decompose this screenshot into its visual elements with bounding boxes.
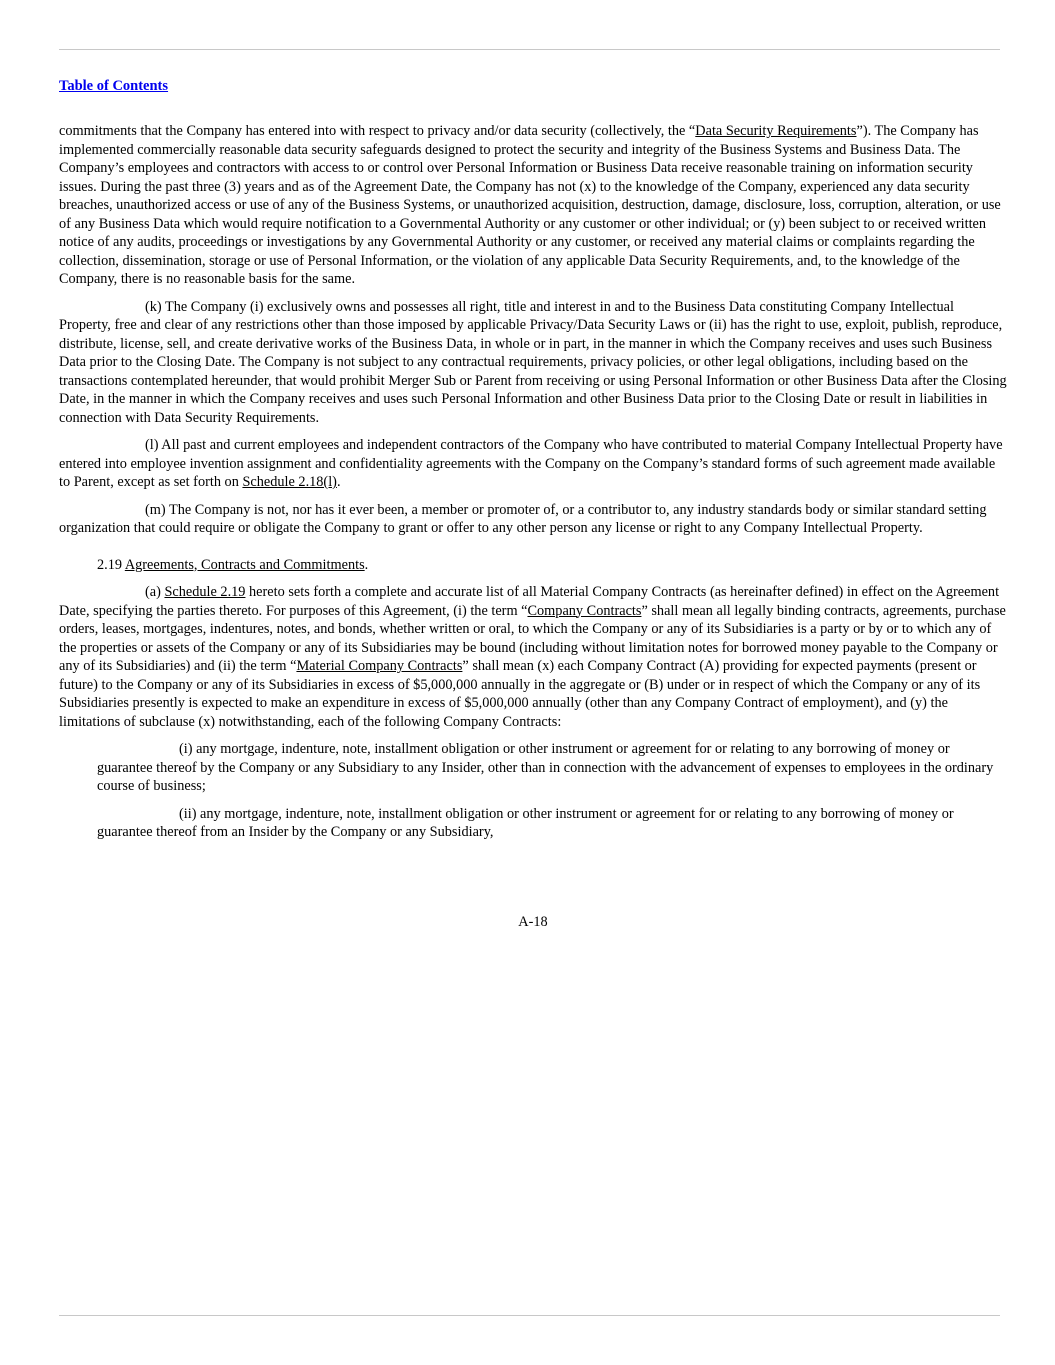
text: ” shall mean (x) each Company Contract (A) providing for expected payments (present or future) to the Company or any of its Subsidiaries in excess of $5,000,000 annually in the aggregate or (B) under or in respect of which the Company or any of its Subsidiaries presently is expected to make an expenditure in excess of $5,000,000 annually (other than any Company Contract of employment), and (y) the limitations of subclause (x) notwithstanding, each of the following Company Contracts:	[59, 658, 981, 730]
defined-term-material-company-contracts: Material Company Contracts	[296, 658, 463, 674]
section-period: .	[364, 556, 369, 573]
paragraph-k	[59, 298, 1007, 428]
section-heading-2-19	[59, 556, 1007, 575]
text: (l) All past and current employees and independent contractors of the Company who have contributed to material Company Intellectual Property have entered into employee invention assignment and confidentiality agreements with the Company on the Company’s standard forms of such agreement made available to Parent, except as set forth on	[59, 437, 1003, 490]
text: (i) any mortgage, indenture, note, installment obligation or other instrument or agreement for or relating to any borrowing of money or guarantee thereof by the Company or any Subsidiary to any Insider, other than in connection with the advancement of expenses to employees in the ordinary course of business;	[97, 741, 994, 794]
section-number: 2.19	[97, 556, 125, 573]
bottom-divider	[59, 1315, 1000, 1316]
text: (m) The Company is not, nor has it ever been, a member or promoter of, or a contributor to, any industry standards body or similar standard setting organization that could require or obligate the Company to grant or offer to any other person any license or right to any Company Intellectual Property.	[59, 501, 987, 536]
paragraph-m	[59, 501, 1007, 538]
text: (k) The Company (i) exclusively owns and possesses all right, title and interest in and to the Business Data constituting Company Intellectual Property, free and clear of any restrictions other than those imposed by applicable Privacy/Data Security Laws or (ii) has the right to use, exploit, publish, reproduce, distribute, license, sell, and create derivative works of the Business Data, in whole or in part, in the manner in which the Company receives and uses such Business Data prior to the Closing Date. The Company is not subject to any contractual requirements, privacy policies, or other legal obligations, including based on the transactions contemplated hereunder, that would prohibit Merger Sub or Parent from receiving or using Personal Information or other Business Data after the Closing Date, in the manner in which the Company receives and uses such Personal Information and other Business Data prior to the Closing Date or result in liabilities in connection with Data Security Requirements.	[59, 298, 1007, 426]
paragraph-i	[59, 740, 1007, 796]
section-title: Agreements, Contracts and Commitments	[124, 556, 365, 573]
text: hereto sets forth a complete and accurate list of all Material Company Contracts (as hereinafter defined) in effect on the Agreement Date, specifying the parties thereto. For purposes of this Agreement, (i) the term “	[59, 584, 1000, 619]
text: (a)	[145, 584, 165, 600]
text: ” shall mean all legally binding contracts, agreements, purchase orders, leases, mortgages, indentures, notes, and bonds, whether written or oral, to which the Company or any of its Subsidiaries is a party or by or to which any of the properties or assets of the Company or any of its Subsidiaries may be bound (including without limitation notes for borrowed money payable to the Company or any of its Subsidiaries) and (ii) the term “	[59, 602, 1006, 674]
paragraph-l	[59, 436, 1007, 492]
document-body	[59, 122, 1007, 851]
paragraph-a	[59, 583, 1007, 731]
table-of-contents-link[interactable]: Table of Contents	[59, 78, 169, 94]
page-number: A-18	[518, 914, 548, 930]
text: (ii) any mortgage, indenture, note, installment obligation or other instrument or agreement for or relating to any borrowing of money or guarantee thereof from an Insider by the Company or any Subsidiary,	[97, 805, 954, 840]
top-divider	[59, 49, 1000, 50]
schedule-2-19-reference: Schedule 2.19	[164, 584, 246, 600]
defined-term-company-contracts: Company Contracts	[527, 602, 642, 619]
text: .	[336, 474, 341, 490]
paragraph-ii	[59, 805, 1007, 842]
text: ”). The Company has implemented commercially reasonable data security safeguards designed to protect the security and integrity of the Business Systems and Business Data. The Company’s employees and contractors with access to or control over Personal Information or Business Data receive reasonable training on information security issues. During the past three (3) years and as of the Agreement Date, the Company has not (x) to the knowledge of the Company, experienced any data security breaches, unauthorized access or use of any of the Business Systems, or unauthorized acquisition, destruction, damage, disclosure, loss, corruption, alteration, or use of any Business Data which would require notification to a Governmental Authority or any customer or other individual; or (y) been subject to or received written notice of any audits, proceedings or investigations by any Governmental Authority or any customer, or received any material claims or complaints regarding the collection, dissemination, storage or use of Personal Information, or the violation of any applicable Data Security Requirements, and, to the knowledge of the Company, there is no reasonable basis for the same.	[59, 123, 1001, 287]
text: commitments that the Company has entered into with respect to privacy and/or data security (collectively, the “	[59, 123, 696, 139]
schedule-2-18-l-reference: Schedule 2.18(l)	[242, 474, 337, 490]
paragraph-data-security	[59, 122, 1007, 289]
defined-term-data-security-requirements: Data Security Requirements	[695, 123, 857, 139]
